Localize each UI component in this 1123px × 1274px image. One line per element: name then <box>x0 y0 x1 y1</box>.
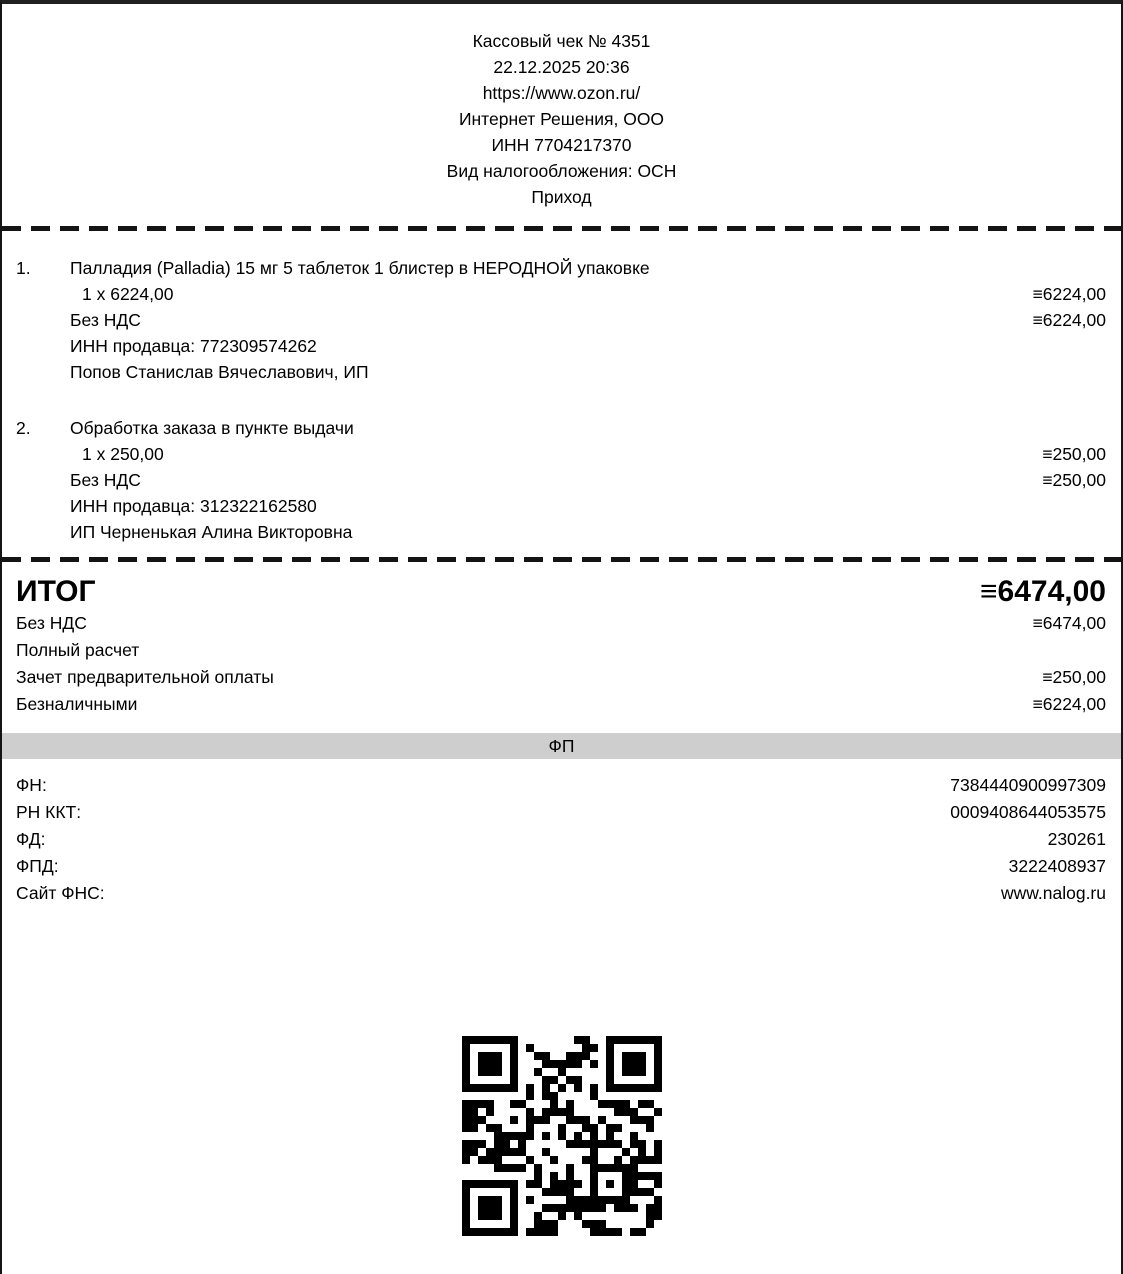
receipt-title: Кассовый чек № 4351 <box>472 31 651 51</box>
dashed-separator-total <box>2 557 1121 562</box>
fiscal-fn-label: ФН: <box>16 775 47 795</box>
receipt-header <box>2 4 1121 210</box>
fiscal-fns-site-label: Сайт ФНС: <box>16 883 105 903</box>
fiscal-fpd-label: ФПД: <box>16 856 59 876</box>
company-inn: ИНН 7704217370 <box>491 135 632 155</box>
company-name: Интернет Решения, ООО <box>458 109 665 129</box>
items-section <box>2 255 1121 545</box>
receipt-datetime: 22.12.2025 20:36 <box>493 57 630 77</box>
fp-band-label: ФП <box>548 736 575 756</box>
item-name: Обработка заказа в пункте выдачи <box>70 418 354 438</box>
item-vat-amount: ≡250,00 <box>1042 470 1106 490</box>
fiscal-fd-value: 230261 <box>1047 829 1106 849</box>
total-vat-value: ≡6474,00 <box>1032 613 1106 633</box>
total-vat-label: Без НДС <box>16 613 87 633</box>
item-seller-inn: ИНН продавца: 312322162580 <box>70 496 317 516</box>
receipt-item-1 <box>16 255 1106 385</box>
item-amount: ≡250,00 <box>1042 444 1106 464</box>
fiscal-rnkkt-value: 0009408644053575 <box>950 802 1106 822</box>
fiscal-section <box>2 772 1121 907</box>
store-url: https://www.ozon.ru/ <box>482 83 641 103</box>
total-cashless-value: ≡6224,00 <box>1032 694 1106 714</box>
item-vat-label: Без НДС <box>70 470 141 490</box>
qr-code <box>462 1036 662 1236</box>
tax-system: Вид налогообложения: ОСН <box>446 161 677 181</box>
totals-section <box>2 574 1121 718</box>
total-settlement-label: Полный расчет <box>16 640 140 660</box>
item-qty-price: 1 x 6224,00 <box>82 284 174 304</box>
total-label: ИТОГ <box>16 575 96 608</box>
fp-band <box>2 733 1121 759</box>
item-qty-price: 1 x 250,00 <box>82 444 164 464</box>
qr-code-container <box>2 1036 1121 1241</box>
fiscal-fn-value: 7384440900997309 <box>950 775 1106 795</box>
fiscal-fd-label: ФД: <box>16 829 46 849</box>
item-name: Палладия (Palladia) 15 мг 5 таблеток 1 блистер в НЕРОДНОЙ упаковке <box>70 258 650 278</box>
receipt-item-2 <box>16 415 1106 545</box>
fiscal-rnkkt-label: РН ККТ: <box>16 802 82 822</box>
total-amount: ≡6474,00 <box>980 575 1106 608</box>
total-prepaid-value: ≡250,00 <box>1042 667 1106 687</box>
item-number: 2. <box>16 418 31 438</box>
item-seller-name: ИП Черненькая Алина Викторовна <box>70 522 353 542</box>
operation-type: Приход <box>531 187 592 207</box>
item-seller-name: Попов Станислав Вячеславович, ИП <box>70 362 369 382</box>
total-cashless-label: Безналичными <box>16 694 138 714</box>
total-prepaid-label: Зачет предварительной оплаты <box>16 667 274 687</box>
dashed-separator-top <box>2 226 1121 231</box>
item-seller-inn: ИНН продавца: 772309574262 <box>70 336 317 356</box>
item-amount: ≡6224,00 <box>1032 284 1106 304</box>
fiscal-fns-site-value: www.nalog.ru <box>1000 883 1106 903</box>
item-number: 1. <box>16 258 31 278</box>
fiscal-fpd-value: 3222408937 <box>1008 856 1106 876</box>
item-vat-amount: ≡6224,00 <box>1032 310 1106 330</box>
item-vat-label: Без НДС <box>70 310 141 330</box>
